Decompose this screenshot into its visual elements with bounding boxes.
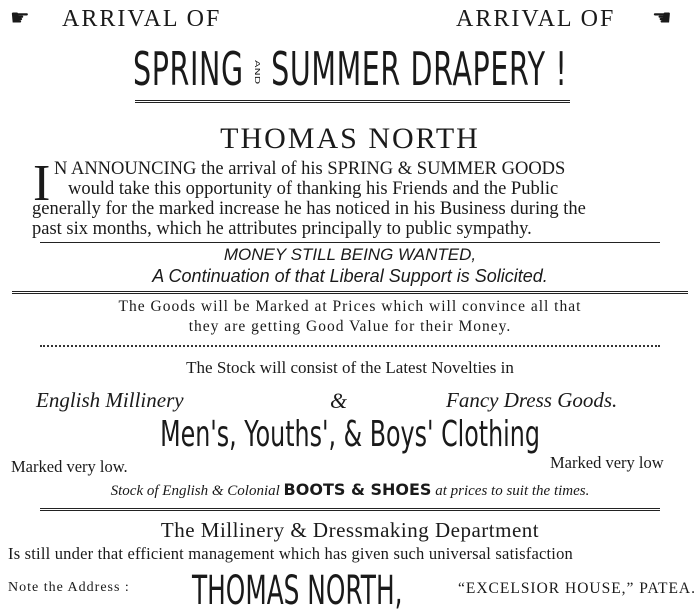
headline-spring: SPRING	[133, 42, 244, 96]
marked-low-right: Marked very low	[550, 453, 664, 472]
stock-intro: The Stock will consist of the Latest Novelties in	[186, 358, 514, 377]
divider	[40, 508, 660, 511]
boots-line	[0, 480, 700, 500]
headline-summer-drapery: SUMMER DRAPERY !	[271, 42, 568, 96]
announcement-line-3: generally for the marked increase he has noticed in his Business during the	[32, 199, 586, 219]
pointing-hand-left-icon: ☚	[652, 6, 672, 31]
appeal-support: A Continuation of that Liberal Support is Solicited.	[152, 266, 548, 286]
appeal-money: MONEY STILL BEING WANTED,	[223, 245, 477, 264]
pointing-hand-right-icon: ☛	[10, 6, 30, 31]
divider	[40, 345, 660, 347]
marked-low-left: Marked very low.	[11, 457, 128, 476]
department-line: Is still under that efficient management which has given such universal satisfaction	[8, 544, 573, 563]
merchant-name: THOMAS NORTH	[220, 122, 480, 155]
boots-post: at prices to suit the times.	[435, 483, 590, 499]
boots-pre: Stock of English & Colonial	[110, 483, 280, 499]
divider	[12, 291, 688, 294]
address-house: “EXCELSIOR HOUSE,” PATEA.	[458, 580, 696, 597]
arrival-heading-left: ARRIVAL OF	[62, 6, 222, 32]
address-name: THOMAS NORTH,	[192, 568, 403, 614]
department-title: The Millinery & Dressmaking Department	[160, 518, 540, 542]
boots-shoes: BOOTS & SHOES	[283, 480, 432, 499]
goods-line-2: they are getting Good Value for their Money.	[188, 318, 512, 335]
announcement-line-1: N ANNOUNCING the arrival of his SPRING & SUMMER GOODS	[54, 159, 566, 179]
address-label: Note the Address :	[8, 580, 130, 595]
headline-and: AND	[253, 60, 262, 85]
clothing-headline: Men's, Youths', & Boys' Clothing	[160, 414, 540, 455]
english-millinery: English Millinery	[36, 388, 184, 412]
ampersand: &	[330, 388, 348, 413]
divider	[40, 242, 660, 243]
fancy-dress-goods: Fancy Dress Goods.	[446, 388, 618, 412]
main-headline	[133, 42, 567, 96]
goods-line-1: The Goods will be Marked at Prices which will convince all that	[118, 298, 582, 315]
drop-cap: I	[33, 155, 51, 212]
announcement-line-4: past six months, which he attributes principally to public sympathy.	[32, 219, 532, 239]
announcement-line-2: would take this opportunity of thanking his Friends and the Public	[68, 179, 559, 199]
headline-rule	[135, 100, 570, 103]
arrival-heading-right: ARRIVAL OF	[456, 6, 616, 32]
